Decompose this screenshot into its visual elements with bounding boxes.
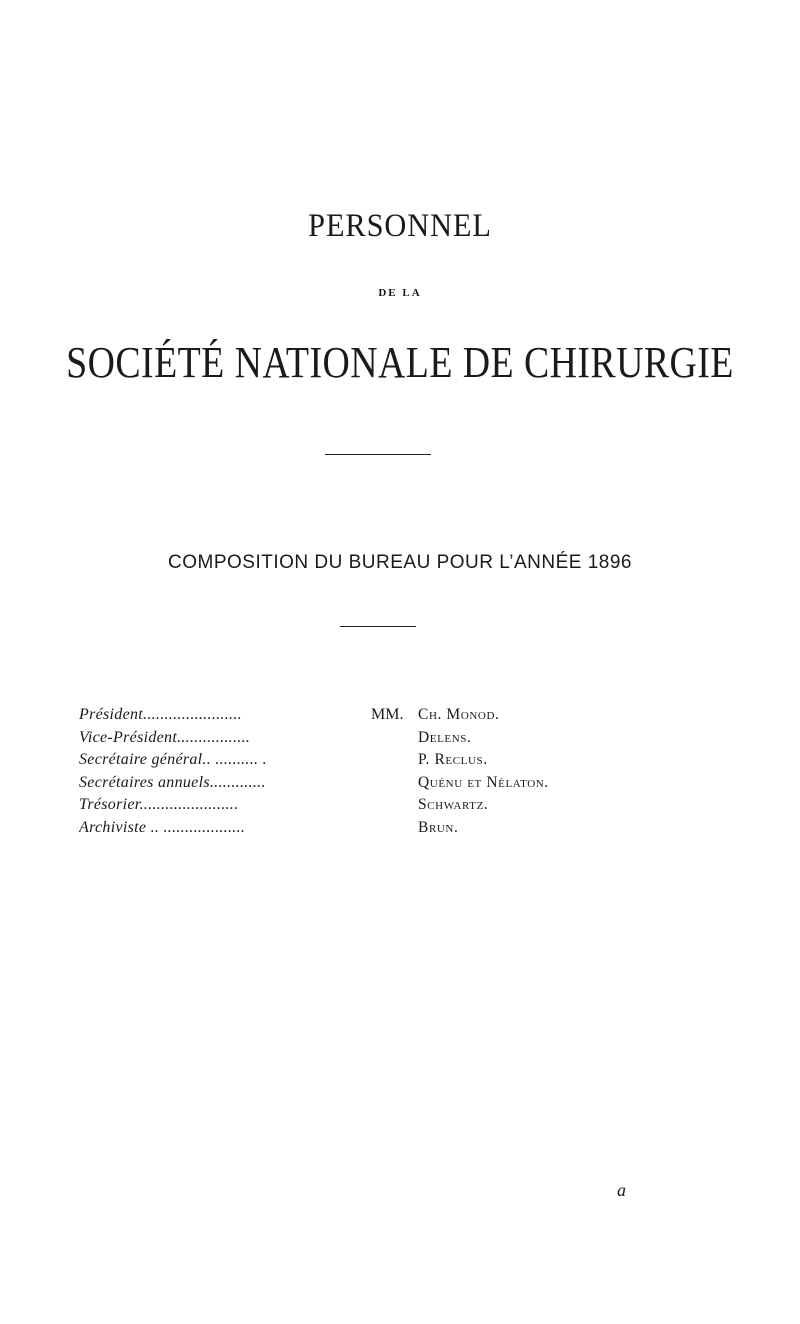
officer-name: P. Reclus. bbox=[418, 751, 488, 768]
officer-name: Brun. bbox=[418, 818, 459, 836]
officer-name: Ch. Monod. bbox=[418, 706, 500, 723]
page-subtitle: DE LA bbox=[378, 287, 422, 299]
page-marker: a bbox=[617, 1180, 626, 1200]
officer-role: Président....................... bbox=[79, 706, 242, 723]
divider-rule bbox=[325, 454, 431, 455]
officer-role: Secrétaire général.. .......... . bbox=[79, 751, 267, 768]
section-title: COMPOSITION DU BUREAU POUR L’ANNÉE 1896 bbox=[168, 552, 632, 573]
page-title: PERSONNEL bbox=[308, 208, 492, 244]
officer-name: Quénu et Nélaton. bbox=[418, 773, 549, 791]
officers-list bbox=[79, 706, 639, 841]
officer-row bbox=[79, 774, 639, 797]
officer-row bbox=[79, 819, 639, 842]
officer-role: Archiviste .. ................... bbox=[79, 818, 246, 836]
officer-role: Trésorier....................... bbox=[79, 796, 239, 813]
officer-row bbox=[79, 751, 639, 774]
officer-row bbox=[79, 796, 639, 819]
officer-prefix: MM. bbox=[371, 706, 404, 723]
society-name: SOCIÉTÉ NATIONALE DE CHIRURGIE bbox=[66, 338, 734, 387]
officer-name: Schwartz. bbox=[418, 796, 489, 813]
officer-role: Vice-Président................. bbox=[79, 728, 251, 746]
officer-row bbox=[79, 706, 639, 729]
divider-rule bbox=[340, 626, 416, 627]
officer-role: Secrétaires annuels............. bbox=[79, 773, 266, 791]
officer-name: Delens. bbox=[418, 728, 472, 746]
officer-row bbox=[79, 729, 639, 752]
